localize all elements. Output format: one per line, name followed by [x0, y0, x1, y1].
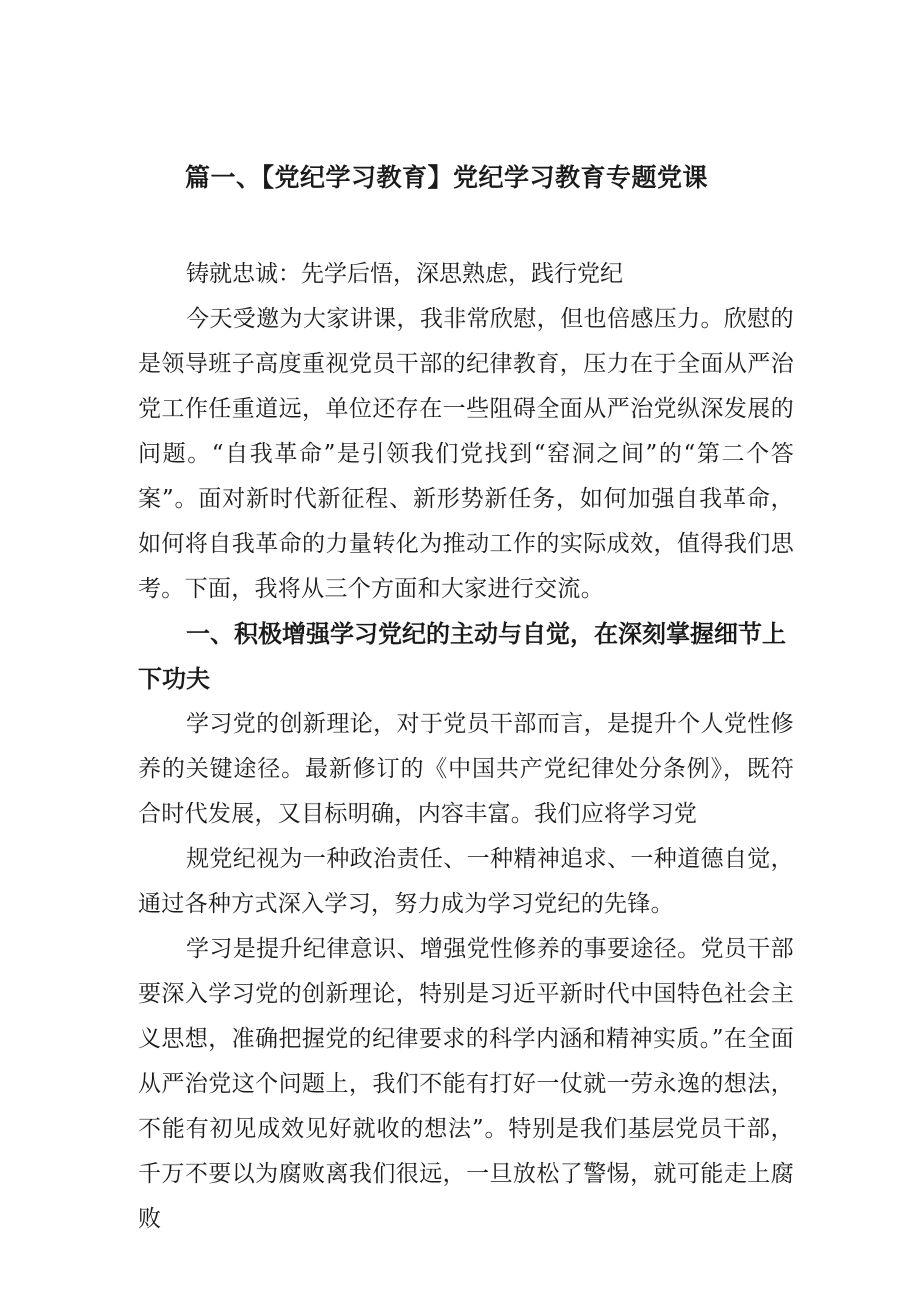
intro-paragraph: 今天受邀为大家讲课，我非常欣慰，但也倍感压力。欣慰的是领导班子高度重视党员干部的纪律教育，压力在于全面从严治党工作任重道远，单位还存在一些阻碍全面从严治党纵深发展的问题。“自我革命”是引领我们党找到“窑洞之间”的“第二个答案”。面对新时代新征程、新形势新任务，如何加强自我革命，如何将自我革命的力量转化为推动工作的实际成效，值得我们思考。下面，我将从三个方面和大家进行交流。	[138, 306, 794, 602]
section1-paragraph: 学习党的创新理论，对于党员干部而言，是提升个人党性修养的关键途径。最新修订的《中国共产党纪律处分条例》，既符合时代发展，又目标明确，内容丰富。我们应将学习党	[138, 711, 794, 827]
section1-paragraph: 学习是提升纪律意识、增强党性修养的事要途径。党员干部要深入学习党的创新理论，特别是习近平新时代中国特色社会主义思想，准确把握党的纪律要求的科学内涵和精神实质。”在全面从严治党这个问题上，我们不能有打好一仗就一劳永逸的想法，不能有初见成效见好就收的想法”。特别是我们基层党员干部，千万不要以为腐败离我们很远，一旦放松了警惕，就可能走上腐败	[138, 936, 794, 1232]
section1-paragraph: 规党纪视为一种政治责任、一种精神追求、一种道德自觉，通过各种方式深入学习，努力成为学习党纪的先锋。	[138, 846, 794, 917]
document-body	[138, 252, 794, 1242]
section-heading-1: 一、积极增强学习党纪的主动与自觉，在深刻掌握细节上下功夫	[138, 620, 786, 693]
document-title: 篇一、【党纪学习教育】党纪学习教育专题党课	[185, 163, 709, 192]
lecture-subtitle: 铸就忠诚：先学后悟，深思熟虑，践行党纪	[186, 261, 623, 287]
